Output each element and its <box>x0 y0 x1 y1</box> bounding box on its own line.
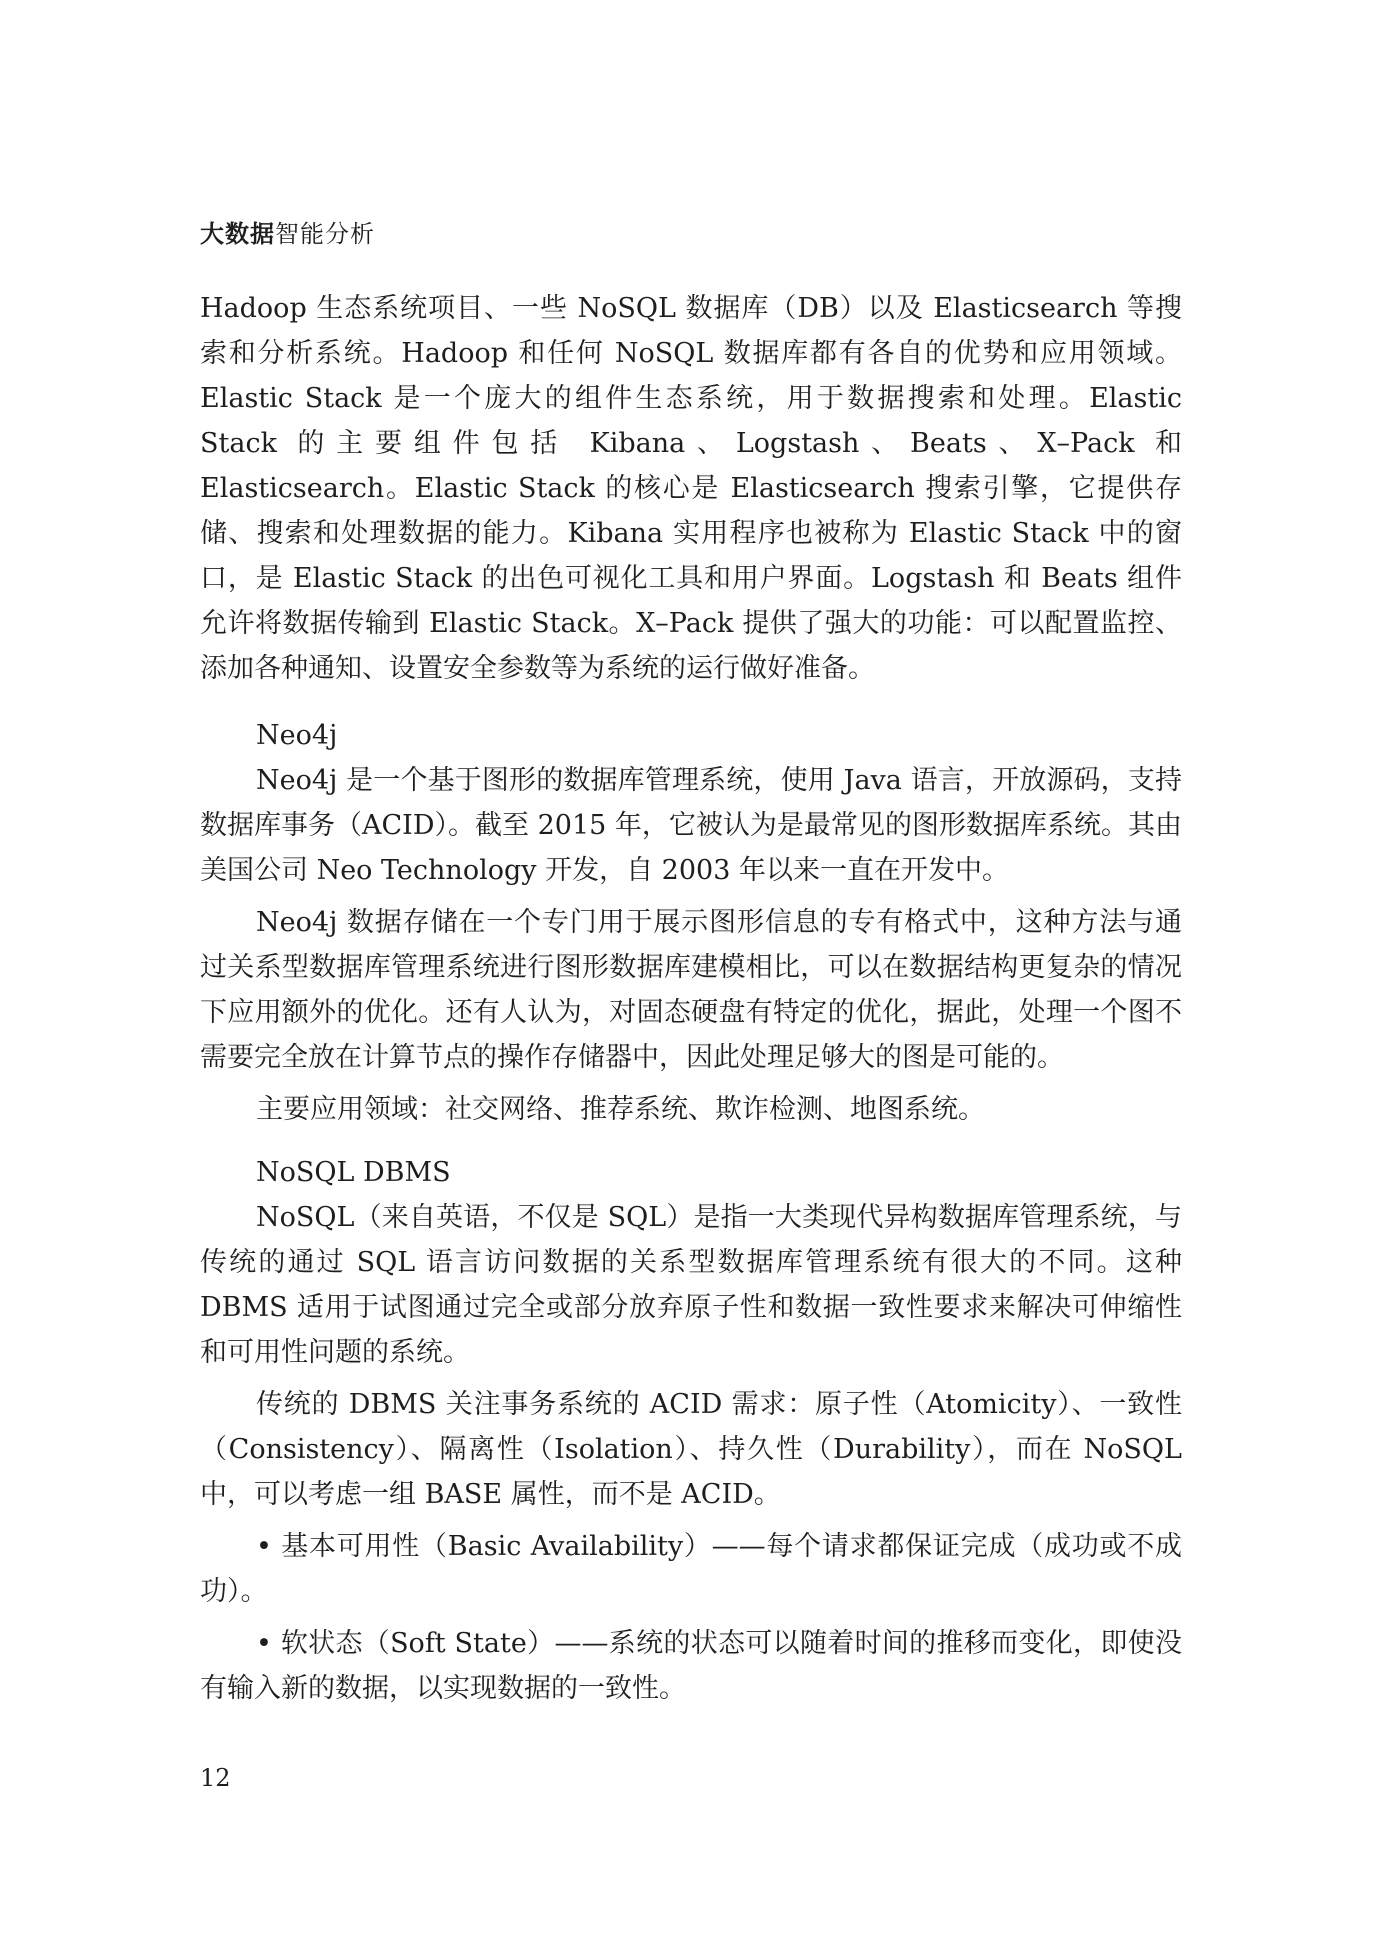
header-title-bold: 大数据 <box>200 220 275 248</box>
section-heading-neo4j: Neo4j <box>256 720 338 751</box>
section-heading-nosql: NoSQL DBMS <box>256 1157 451 1188</box>
paragraph-nosql-intro: NoSQL（来自英语，不仅是 SQL）是指一大类现代异构数据库管理系统，与传统的通过 SQL 语言访问数据的关系型数据库管理系统有很大的不同。这种 DBMS 适用于试图通过完全或部分放弃原子性和数据一致性要求来解决可伸缩性和可用性问题的系统。 <box>200 1202 1182 1368</box>
paragraph-neo4j-storage: Neo4j 数据存储在一个专门用于展示图形信息的专有格式中，这种方法与通过关系型数据库管理系统进行图形数据库建模相比，可以在数据结构更复杂的情况下应用额外的优化。还有人认为，对固态硬盘有特定的优化，据此，处理一个图不需要完全放在计算节点的操作存储器中，因此处理足够大的图是可能的。 <box>200 907 1182 1073</box>
page-body <box>200 286 1182 1711</box>
paragraph-elastic-stack: Hadoop 生态系统项目、一些 NoSQL 数据库（DB）以及 Elasticsearch 等搜索和分析系统。Hadoop 和任何 NoSQL 数据库都有各自的优势和应用领域。Elastic Stack 是一个庞大的组件生态系统，用于数据搜索和处理。Elastic Stack 的主要组件包括 Kibana、Logstash、Beats、X–Pack 和 Elasticsearch。Elastic Stack 的核心是 Elasticsearch 搜索引擎，它提供存储、搜索和处理数据的能力。Kibana 实用程序也被称为 Elastic Stack 中的窗口，是 Elastic Stack 的出色可视化工具和用户界面。Logstash 和 Beats 组件允许将数据传输到 Elastic Stack。X–Pack 提供了强大的功能：可以配置监控、添加各种通知、设置安全参数等为系统的运行做好准备。 <box>200 293 1182 684</box>
paragraph-acid-base: 传统的 DBMS 关注事务系统的 ACID 需求：原子性（Atomicity）、一致性（Consistency）、隔离性（Isolation）、持久性（Durability），而在 NoSQL 中，可以考虑一组 BASE 属性，而不是 ACID。 <box>200 1389 1182 1510</box>
bullet-soft-state: • 软状态（Soft State）——系统的状态可以随着时间的推移而变化，即使没有输入新的数据，以实现数据的一致性。 <box>200 1628 1182 1704</box>
page-number: 12 <box>200 1764 231 1792</box>
bullet-basic-availability: • 基本可用性（Basic Availability）——每个请求都保证完成（成功或不成功）。 <box>200 1531 1182 1607</box>
header-title-rest: 智能分析 <box>275 220 375 248</box>
running-header <box>200 214 375 249</box>
paragraph-neo4j-applications: 主要应用领域：社交网络、推荐系统、欺诈检测、地图系统。 <box>256 1094 985 1125</box>
paragraph-neo4j-intro: Neo4j 是一个基于图形的数据库管理系统，使用 Java 语言，开放源码，支持数据库事务（ACID）。截至 2015 年，它被认为是最常见的图形数据库系统。其由美国公司 Neo Technology 开发，自 2003 年以来一直在开发中。 <box>200 765 1182 886</box>
